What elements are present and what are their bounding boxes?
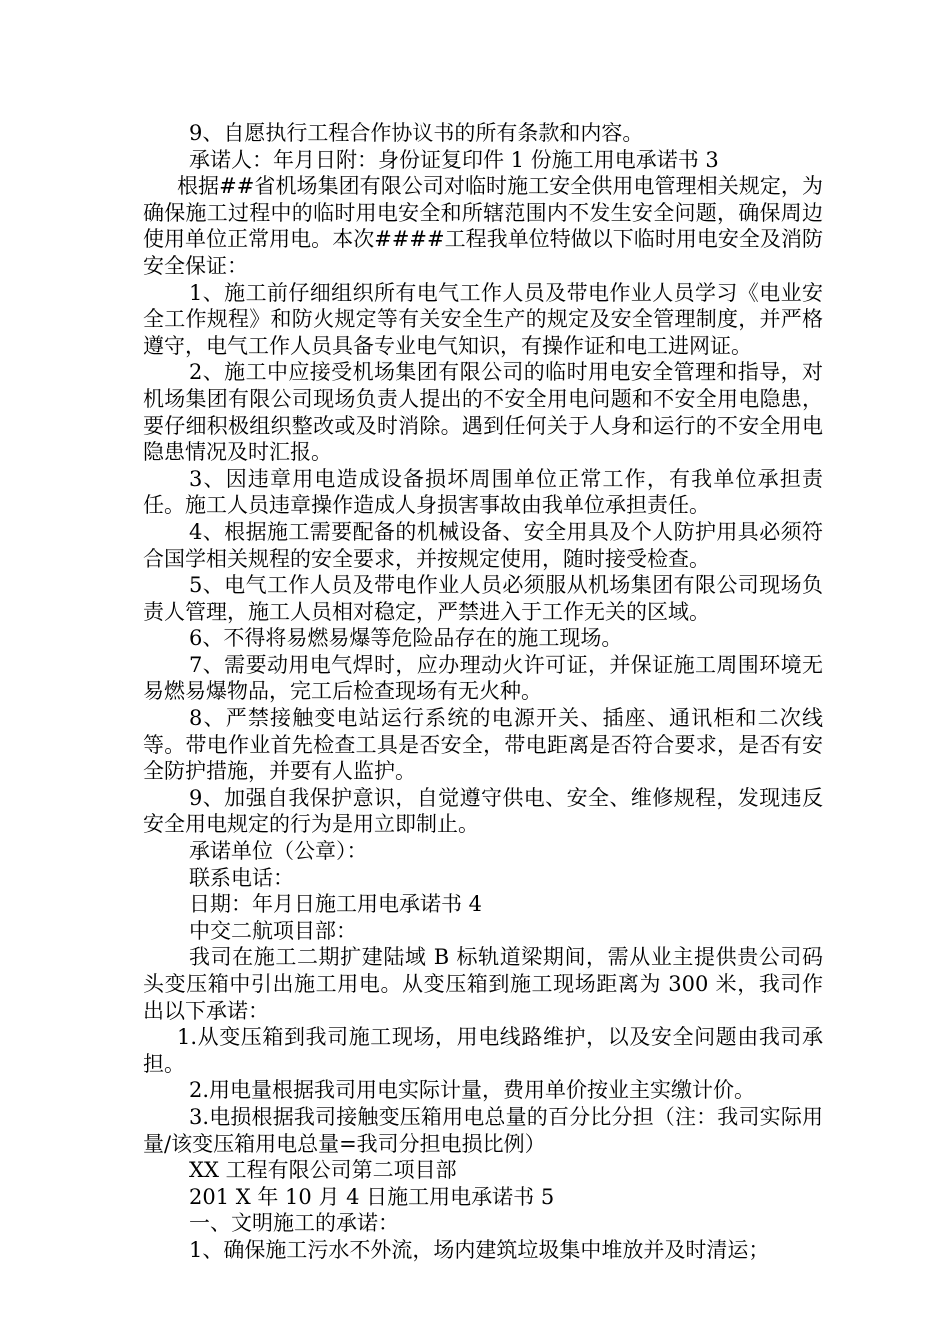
paragraph: 1、施工前仔细组织所有电气工作人员及带电作业人员学习《电业安全工作规程》和防火规定等有关安全生产的规定及安全管理制度，并严格遵守，电气工作人员具备专业电气知识，有操作证和电工进网证。 xyxy=(143,280,823,358)
paragraph: 中交二航项目部： xyxy=(189,918,357,943)
paragraph: 日期：年月日施工用电承诺书 4 xyxy=(189,892,483,917)
paragraph: 承诺人：年月日附：身份证复印件 1 份施工用电承诺书 3 xyxy=(189,147,719,172)
paragraph: 3、因违章用电造成设备损坏周围单位正常工作，有我单位承担责任。施工人员违章操作造成人身损害事故由我单位承担责任。 xyxy=(143,466,823,518)
paragraph: 6、不得将易燃易爆等危险品存在的施工现场。 xyxy=(189,626,623,651)
paragraph: 1、确保施工污水不外流，场内建筑垃圾集中堆放并及时清运； xyxy=(189,1237,770,1262)
paragraph: 7、需要动用电气焊时，应办理动火许可证，并保证施工周围环境无易燃易爆物品，完工后检查现场有无火种。 xyxy=(143,652,823,704)
paragraph: 联系电话： xyxy=(189,865,294,890)
paragraph: 我司在施工二期扩建陆域 B 标轨道梁期间，需从业主提供贵公司码头变压箱中引出施工用电。从变压箱到施工现场距离为 300 米，我司作出以下承诺： xyxy=(143,945,823,1023)
paragraph: 9、加强自我保护意识，自觉遵守供电、安全、维修规程，发现违反安全用电规定的行为是用立即制止。 xyxy=(143,785,823,837)
paragraph: 4、根据施工需要配备的机械设备、安全用具及个人防护用具必须符合国学相关规程的安全要求，并按规定使用，随时接受检查。 xyxy=(143,519,823,571)
paragraph: 根据##省机场集团有限公司对临时施工安全供用电管理相关规定，为确保施工过程中的临时用电安全和所辖范围内不发生安全问题，确保周边使用单位正常用电。本次####工程我单位特做以下临时用电安全及消防安全保证： xyxy=(143,174,823,278)
paragraph: 201 X 年 10 月 4 日施工用电承诺书 5 xyxy=(189,1184,555,1209)
paragraph: 承诺单位（公章）： xyxy=(189,839,368,864)
paragraph: 1.从变压箱到我司施工现场，用电线路维护，以及安全问题由我司承担。 xyxy=(143,1025,823,1076)
paragraph: 2.用电量根据我司用电实际计量，费用单价按业主实缴计价。 xyxy=(189,1078,756,1103)
paragraph: 8、严禁接触变电站运行系统的电源开关、插座、通讯柜和二次线等。带电作业首先检查工具是否安全，带电距离是否符合要求，是否有安全防护措施，并要有人监护。 xyxy=(143,706,823,784)
document-page xyxy=(143,120,823,1264)
paragraph: 9、自愿执行工程合作协议书的所有条款和内容。 xyxy=(189,121,644,145)
paragraph: 5、电气工作人员及带电作业人员必须服从机场集团有限公司现场负责人管理，施工人员相对稳定，严禁进入于工作无关的区域。 xyxy=(143,573,823,624)
paragraph: 3.电损根据我司接触变压箱用电总量的百分比分担（注：我司实际用量/该变压箱用电总量=我司分担电损比例） xyxy=(143,1104,823,1156)
paragraph: XX 工程有限公司第二项目部 xyxy=(189,1158,457,1183)
paragraph: 一、文明施工的承诺： xyxy=(189,1211,399,1236)
paragraph: 2、施工中应接受机场集团有限公司的临时用电安全管理和指导，对机场集团有限公司现场负责人提出的不安全用电问题和不安全用电隐患，要仔细积极组织整改或及时消除。遇到任何关于人身和运行的不安全用电隐患情况及时汇报。 xyxy=(143,360,823,465)
